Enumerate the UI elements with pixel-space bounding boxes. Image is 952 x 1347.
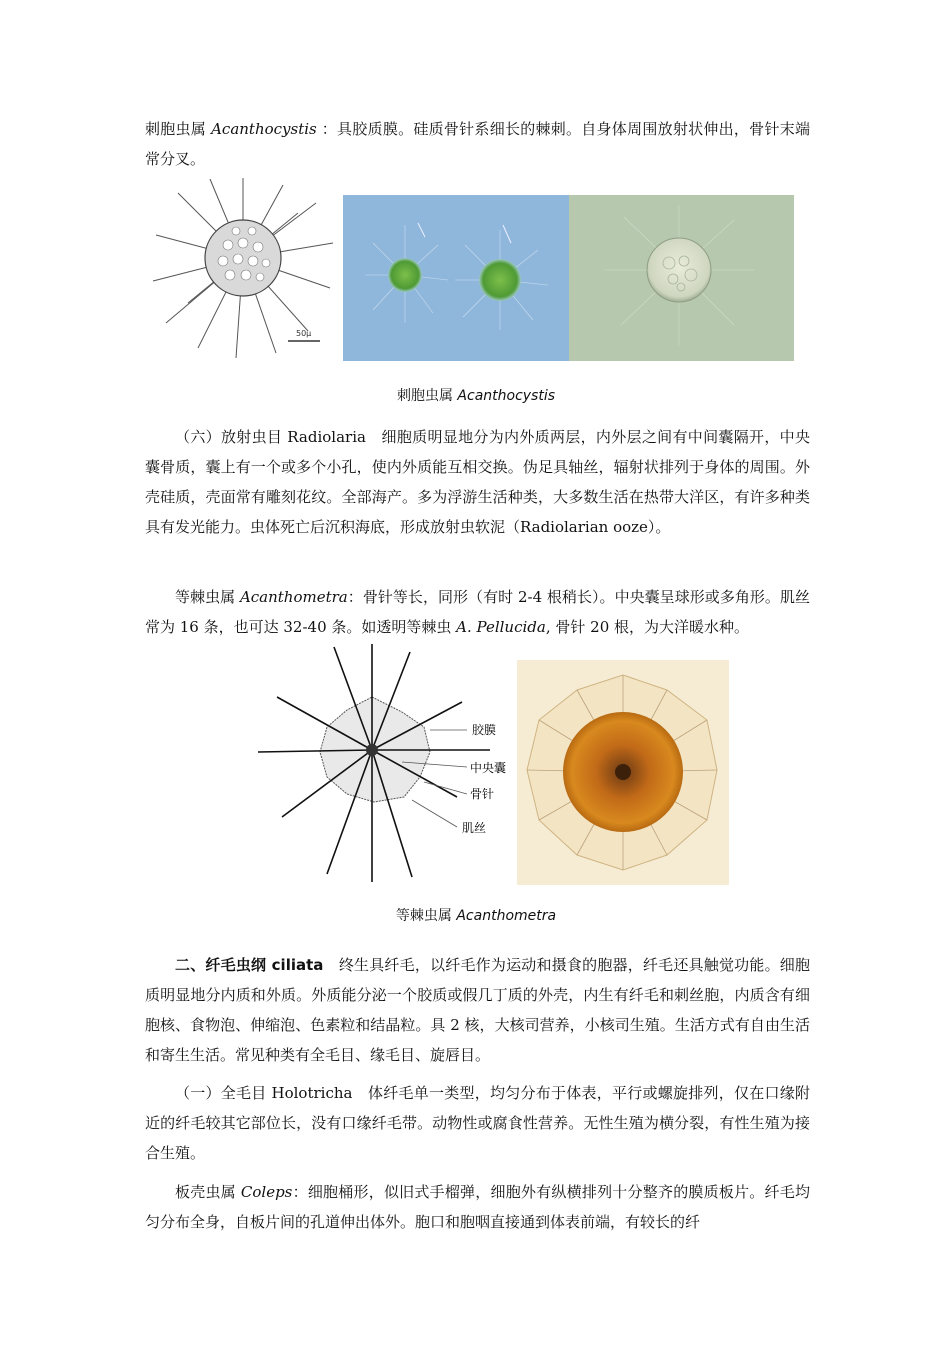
acanthocystis-photo-green <box>343 195 569 361</box>
holotricha-paragraph: （一）全毛目 Holotricha 体纤毛单一类型，均匀分布于体表，平行或螺旋排列，仅在口缘附近的纤毛较其它部位长，没有口缘纤毛带。动物性或腐食性营养。无性生殖为横分裂，有性生殖为接合生殖。 <box>145 1084 810 1162</box>
figure1-caption-genus: Acanthocystis <box>457 388 556 404</box>
acanthometra-species: A. Pellucida <box>456 618 546 636</box>
label-spicule: 骨针 <box>470 787 495 801</box>
ciliata-heading: 二、纤毛虫纲 ciliata <box>175 956 324 974</box>
coleps-paragraph <box>145 1177 810 1237</box>
acanthometra-lead: 等棘虫属 <box>175 588 240 606</box>
coleps-lead: 板壳虫属 <box>175 1183 241 1201</box>
figure1-caption-text: 刺胞虫属 <box>396 388 458 404</box>
label-membrane: 胶膜 <box>472 723 497 737</box>
acanthocystis-paragraph <box>145 114 810 174</box>
scale-label: 50μ <box>296 329 312 338</box>
acanthocystis-lead: 刺胞虫属 <box>145 120 212 138</box>
coleps-genus: Coleps <box>240 1183 293 1201</box>
acanthometra-photo <box>517 660 729 885</box>
label-myoneme: 肌丝 <box>462 821 487 835</box>
acanthocystis-genus: Acanthocystis <box>211 120 317 138</box>
ciliata-text: 终生具纤毛，以纤毛作为运动和摄食的胞器，纤毛还具触觉功能。细胞质明显地分内质和外质。外质能分泌一个胶质或假几丁质的外壳，内生有纤毛和刺丝胞，内质含有细胞核、食物泡、伸缩泡、色素粒和结晶粒。具 2 核，大核司营养，小核司生殖。生活方式有自由生活和寄生生活。常见种类有全毛目、缘毛目、旋唇目。 <box>145 956 810 1064</box>
label-central-capsule: 中央囊 <box>470 761 507 775</box>
acanthometra-genus: Acanthometra <box>239 588 348 606</box>
acanthocystis-photo-clear <box>569 195 794 361</box>
figure2-caption-text: 等棘虫属 <box>395 908 457 924</box>
ciliata-paragraph <box>145 950 810 1070</box>
radiolaria-paragraph: （六）放射虫目 Radiolaria 细胞质明显地分为内外质两层，内外层之间有中间囊隔开，中央囊骨质，囊上有一个或多个小孔，使内外质能互相交换。伪足具轴丝，辐射状排列于身体的周围。外壳硅质，壳面常有雕刻花纹。全部海产。多为浮游生活种类，大多数生活在热带大洋区，有许多种类具有发光能力。虫体死亡后沉积海底，形成放射虫软泥（Radiolarian ooze）。 <box>145 428 810 536</box>
acanthometra-text1: ：骨针等长，同形（有时 2-4 根稍长）。中央囊呈球形或多角形。肌丝常为 16 条，也可达 32-40 条。如透明等棘虫 <box>145 588 810 636</box>
figure2-caption <box>0 905 952 925</box>
acanthometra-diagram <box>252 642 517 887</box>
coleps-text: ：细胞桶形，似旧式手榴弹，细胞外有纵横排列十分整齐的膜质板片。纤毛均匀分布全身，自板片间的孔道伸出体外。胞口和胞咽直接通到体表前端，有较长的纤 <box>145 1183 810 1231</box>
acanthocystis-drawing <box>148 173 338 363</box>
acanthometra-text2: , 骨针 20 根，为大洋暖水种。 <box>545 618 750 636</box>
acanthocystis-text: ：具胶质膜。硅质骨针系细长的棘刺。自身体周围放射状伸出，骨针末端常分叉。 <box>145 120 810 168</box>
figure1-caption <box>0 385 952 405</box>
acanthometra-paragraph <box>145 582 810 642</box>
figure2-caption-genus: Acanthometra <box>456 908 557 924</box>
